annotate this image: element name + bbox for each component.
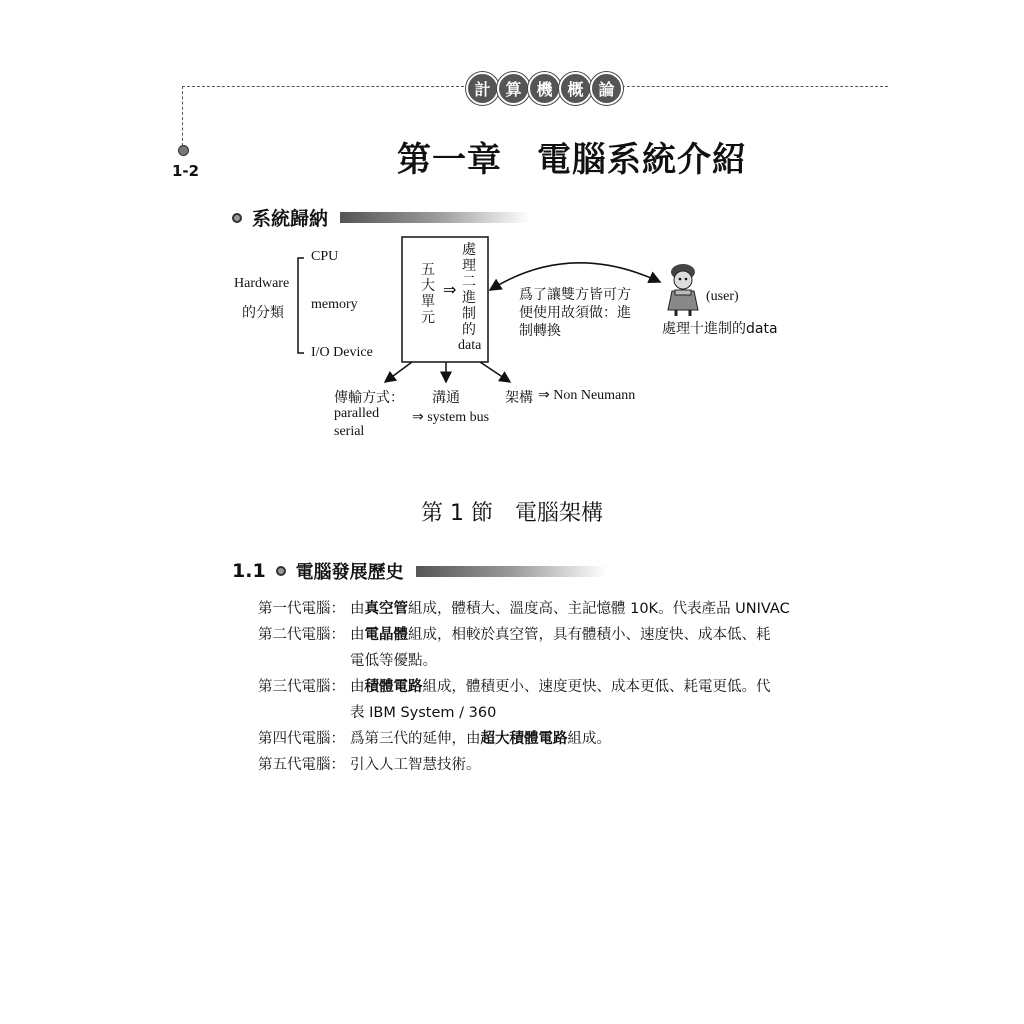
book-title-char: 算 <box>497 72 530 105</box>
transfer-parallel: paralled <box>334 406 380 421</box>
generation-label: 第五代電腦： <box>258 757 345 773</box>
box-left-vertical: 五大單元 <box>421 262 435 326</box>
hardware-label: Hardware <box>234 276 290 291</box>
list-item <box>258 596 818 622</box>
branch-io: I/O Device <box>311 345 373 360</box>
hardware-label-sub: 的分類 <box>242 305 284 321</box>
comm-label: 溝通 <box>432 390 460 406</box>
arch-label: 架構 <box>505 390 533 406</box>
book-title-char: 機 <box>528 72 561 105</box>
generation-label: 第二代電腦： <box>258 627 345 643</box>
list-item <box>258 622 818 648</box>
generation-label: 第四代電腦： <box>258 731 345 747</box>
arrow-transfer <box>385 362 412 382</box>
section-title <box>0 496 1024 527</box>
hardware-bracket <box>298 258 304 353</box>
generation-text: 由真空管組成，體積大、溫度高、主記憶體 10K。代表產品 UNIVAC <box>350 601 790 617</box>
box-arrow: ⇒ <box>443 280 457 299</box>
generation-label: 第三代電腦： <box>258 679 345 695</box>
list-item-continuation <box>258 648 818 674</box>
list-item <box>258 752 818 778</box>
arch-value: ⇒ Non Neumann <box>538 388 636 403</box>
generation-text: 引入人工智慧技術。 <box>350 757 481 773</box>
generation-label: 第一代電腦： <box>258 601 345 617</box>
bullet-icon <box>276 566 286 576</box>
list-item <box>258 674 818 700</box>
section-title-text: 第 1 節 電腦架構 <box>421 501 603 526</box>
generation-text-cont: 表 IBM System / 360 <box>350 705 497 721</box>
arrow-arch <box>480 362 510 382</box>
user-caption: 處理十進制的data <box>662 321 778 337</box>
generation-text: 由電晶體組成，相較於真空管，具有體積小、速度快、成本低、耗 <box>350 627 771 643</box>
generation-text-cont: 電低等優點。 <box>350 653 437 669</box>
gradient-bar <box>416 566 606 577</box>
generation-list <box>258 596 818 778</box>
middle-text-2: 便使用故須做：進 <box>519 305 631 321</box>
transfer-serial: serial <box>334 424 365 439</box>
list-item-continuation <box>258 700 818 726</box>
middle-text-1: 爲了讓雙方皆可方 <box>519 287 631 303</box>
user-figure-icon <box>668 264 698 316</box>
page-number: 1-2 <box>172 162 200 180</box>
box-data-label: data <box>458 338 482 353</box>
box-right-vertical: 處理二進制的 <box>462 242 476 338</box>
book-title-char: 論 <box>590 72 623 105</box>
transfer-label: 傳輸方式： <box>334 390 404 406</box>
book-title-char: 計 <box>466 72 499 105</box>
subsection-heading <box>232 558 606 584</box>
generation-text: 爲第三代的延伸，由超大積體電路組成。 <box>350 731 611 747</box>
user-label: (user) <box>706 289 739 304</box>
book-title-char: 概 <box>559 72 592 105</box>
list-item <box>258 726 818 752</box>
generation-text: 由積體電路組成，體積更小、速度更快、成本更低、耗電更低。代 <box>350 679 771 695</box>
subsection-title: 電腦發展歷史 <box>295 562 404 583</box>
middle-text-3: 制轉換 <box>519 323 561 339</box>
branch-cpu: CPU <box>311 249 339 264</box>
branch-memory: memory <box>311 297 358 312</box>
subsection-number: 1.1 <box>232 560 266 582</box>
comm-value: ⇒ system bus <box>412 410 490 425</box>
summary-heading-text: 系統歸納 <box>252 208 329 230</box>
chapter-title-text: 第一章 電腦系統介紹 <box>397 140 747 180</box>
